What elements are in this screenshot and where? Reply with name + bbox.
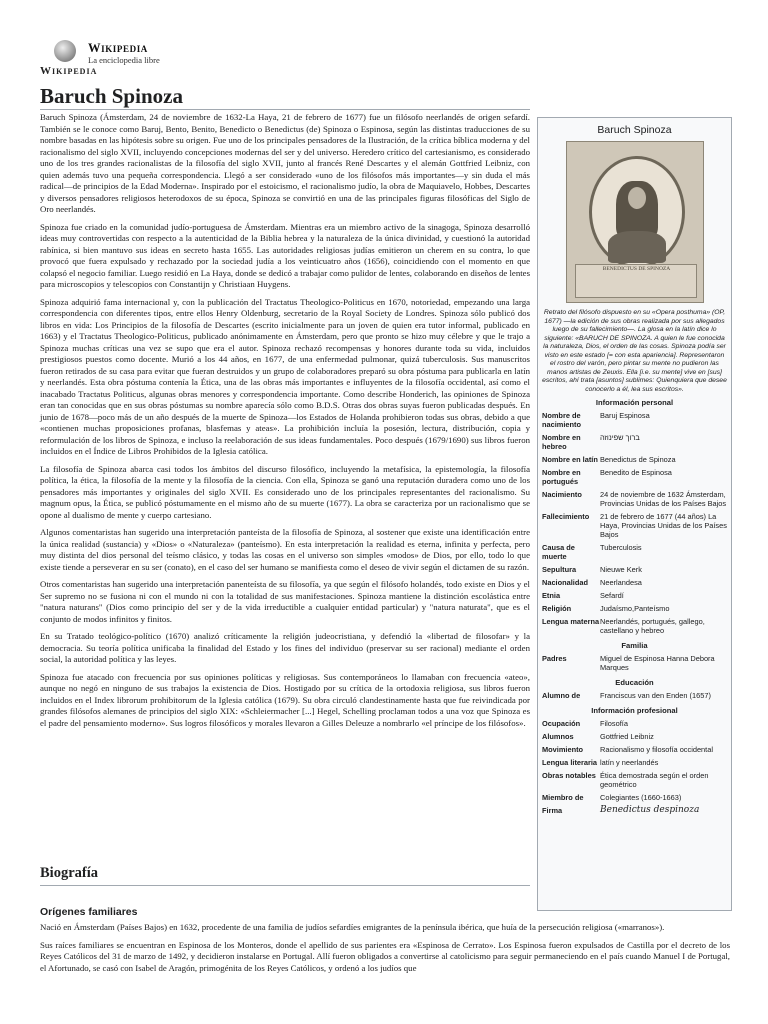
infobox-row-label: Miembro de	[542, 793, 584, 802]
infobox-row	[538, 453, 731, 466]
infobox-row-label: Nombre en hebreo	[542, 433, 581, 451]
infobox-row-value[interactable]: Baruj Espinosa	[600, 411, 650, 420]
subsection-heading-origenes: Orígenes familiares	[40, 906, 138, 918]
intro-paragraph: Baruch Spinoza (Ámsterdam, 24 de noviembre de 1632-La Haya, 21 de febrero de 1677) fue un filósofo neerlandés de origen sefardí. También se le conoce como Baruj, Bento, Benito, Benedicto o Benedictus (de) Spinoza o Espinosa, según las distintas traducciones de su nombre basadas en las hipótesis sobre su origen. Fue uno de los principales pensadores de la Ilustración, de la crítica bíblica moderna y del racionalismo del siglo XVII, incluyendo concepciones modernas del ser y del universo. Heredero crítico del cartesianismo, es considerado uno de los tres grandes racionalistas de la filosofía del siglo XVII, junto al francés René Descartes y el alemán Gottfried Leibniz, con quien además tuvo una pequeña correspondencia. Llegó a ser considerado «uno de los filósofos más importantes—y sin duda el más radical—de principios de la Edad Moderna». Inspirado por el estoicismo, el racionalismo judío, la obra de Maquiavelo, Hobbes, Descartes y diversos pensadores religiosos heterodoxos de su época, Spinoza se convirtió en una de las principales figuras filosóficas del Siglo de Oro neerlandés.	[40, 112, 530, 214]
wordmark-secondary: Wikipedia	[40, 65, 98, 77]
article-intro	[40, 112, 530, 735]
infobox-row-label: Firma	[542, 806, 563, 815]
infobox-row	[538, 602, 731, 615]
infobox-row	[538, 431, 731, 453]
infobox-row-value[interactable]: Judaísmo,Panteísmo	[600, 604, 670, 613]
infobox-row-value[interactable]: Tuberculosis	[600, 543, 642, 552]
infobox-row-value[interactable]: latín y neerlandés	[600, 758, 659, 767]
infobox-title: Baruch Spinoza	[597, 124, 672, 136]
infobox-row-label: Nacimiento	[542, 490, 582, 499]
infobox-row-label: Fallecimiento	[542, 512, 590, 521]
intro-paragraph: Spinoza adquirió fama internacional y, con la publicación del Tractatus Theologico-Politicus en 1670, notoriedad, empezando una larga correspondencia con diferentes tipos, entre ellos Henry Oldenburg, secretario de la Royal Society de Londres. Spinoza sólo publicó dos libros en vida: Los Principios de la filosofía de Descartes (escrito inicialmente para un joven de quien era tutor informal, publicado en 1663) y el Tractatus Theologico-Politicus, publicado anónimamente en Ámsterdam, pero que pronto se hizo muy célebre y que le trajo a Spinoza muchas críticas una vez se supo que era el autor. Spinoza rechazó recompensas y honores durante toda su vida, incluidos prestigiosos puestos como docente. Murió a los 44 años, en 1677, de una enfermedad pulmonar, quizá tuberculosis. Sus manuscritos fueron retirados de su casa para evitar que fueran destruidos y un grupo de colaboradores preparó su obra póstuma para publicarla en latín y neerlandés. Esta obra póstuma contenía la Ética, una de las obras más importantes e influyentes de la filosofía occidental, así como el inacabado Tractatus Politicus, algunas obras menores y correspondencia importante. Como describe Honderich, las opiniones de Spinoza eran tan conocidas que en sus obras póstumas su nombre aparecía sólo como B.D.S. Otras dos obras suyas fueron publicadas después. En junio de 1678—poco más de un año después de la muerte de Spinoza—los Estados de Holanda prohibieron todas sus obras, debido a que «contienen muchas proposiciones profanas, blasfemas y ateas». La prohibición incluía la posesión, lectura, distribución, copia y reformulación de los libros de Spinoza, e incluso la reelaboración de sus ideas fundamentales. Poco después (1679/1690) sus libros fueron incluidos en el Índice de Libros Prohibidos de la Iglesia católica.	[40, 296, 530, 456]
infobox-row-label: Nombre de nacimiento	[542, 411, 582, 429]
title-divider	[40, 109, 530, 110]
infobox-row-value[interactable]: 24 de noviembre de 1632 Ámsterdam, Provincias Unidas de los Países Bajos	[600, 490, 727, 508]
portrait-plate-text: BENEDICTUS DE SPINOZA	[602, 266, 671, 272]
infobox-row-label: Alumnos	[542, 732, 574, 741]
biografia-paragraph: Sus raíces familiares se encuentran en Espinosa de los Monteros, donde el apellido de sus parientes era «Espinosa de Cerrato». Los Espinosa fueron expulsados de Castilla por el decreto de los Reyes Católicos del 31 de marzo de 1492, y decidieron instalarse en Portugal. Allí fueron obligados a convertirse al catolicismo para seguir permaneciendo en el país cuando Manuel I de Portugal, el Afortunado, se casó con Isabel de Aragón, primogénita de los Reyes Católicos, y ordenó a los judíos que	[40, 939, 730, 973]
infobox-row-value[interactable]: Benedictus despinoza	[600, 805, 700, 815]
infobox-row-label: Lengua literaria	[542, 758, 598, 767]
infobox-row-label: Alumno de	[542, 691, 581, 700]
infobox-section-heading: Educación	[615, 678, 654, 687]
infobox-row-label: Nombre en portugués	[542, 468, 581, 486]
infobox-row-label: Etnia	[542, 591, 561, 600]
infobox-row	[538, 743, 731, 756]
infobox-row-label: Ocupación	[542, 719, 581, 728]
infobox-row-value[interactable]: Sefardí	[600, 591, 624, 600]
infobox-row	[538, 804, 731, 817]
infobox-row-label: Religión	[542, 604, 572, 613]
infobox-row-label: Nombre en latín	[542, 455, 598, 464]
intro-paragraph: Otros comentaristas han sugerido una interpretación panenteísta de su filosofía, ya que según el filósofo holandés, todo existe en Dios y el Ser supremo no se fusiona ni con el mundo ni con la totalidad de sus manifestaciones. Spinoza mantiene la distinción escolástica entre "natura naturans" (Dios como principio del ser y de la vida irreductible a cualquier entidad particular) y "natura naturata", que es el conjunto de modos infinitos y finitos.	[40, 579, 530, 624]
infobox-row	[538, 466, 731, 488]
page-title: Baruch Spinoza	[40, 84, 183, 108]
section-heading-biografia: Biografía	[40, 865, 98, 881]
infobox-row	[538, 791, 731, 804]
infobox-row	[538, 576, 731, 589]
infobox-row-label: Sepultura	[542, 565, 577, 574]
infobox-row	[538, 652, 731, 674]
intro-paragraph: Spinoza fue atacado con frecuencia por sus opiniones políticas y religiosas. Sus contemporáneos lo llamaban con frecuencia «ateo», aunque no negó en ninguno de sus trabajos la existencia de Dios. Hostigado por su crítica de la ortodoxia religiosa, sus libros fueron incluidos en el Index librorum prohibitorum de la Iglesia católica (1679). Su obra circuló clandestinamente hasta que fue reivindicada por grandes filósofos alemanes de principios del siglo XIX: «Schleiermacher [...] Hegel, Schelling proclaman todos a una voz que Spinoza es el padre del pensamiento moderno». Sus logros filosóficos y morales llevaron a Gilles Deleuze a nombrarlo «el príncipe de los filósofos».	[40, 671, 530, 728]
section-divider	[40, 885, 530, 886]
infobox-row-value[interactable]: Benedito de Espinosa	[600, 468, 672, 477]
infobox-row	[538, 769, 731, 791]
infobox-row-label: Nacionalidad	[542, 578, 588, 587]
infobox-row	[538, 589, 731, 602]
infobox-section-heading: Familia	[621, 641, 648, 650]
infobox-row-value[interactable]: Racionalismo y filosofía occidental	[600, 745, 713, 754]
infobox-section-heading: Información profesional	[591, 706, 678, 715]
infobox-row-value[interactable]: Filosofía	[600, 719, 628, 728]
infobox-row	[538, 488, 731, 510]
portrait-body	[608, 231, 666, 263]
infobox-row-label: Obras notables	[542, 771, 596, 780]
intro-paragraph: Spinoza fue criado en la comunidad judío-portuguesa de Ámsterdam. Mientras era un miembro activo de la sinagoga, Spinoza desarrolló ideas muy controvertidas con respecto a la autenticidad de la Biblia hebrea y la naturaleza de la única divinidad, y cuestionó la autoridad rabínica, si bien mantuvo sus ideas en secreto hasta 1655. Las autoridades religiosas judías emitieron un cherem en su contra, lo que provocó que fuera expulsado y rechazado por la sociedad judía a los veinticuatro años (1656), coincidiendo con el momento en que colapsó el negocio familiar. Luego residió en La Haya, donde se dedicó a trabajar como pulidor de lentes, colaborando en diseños de lentes para microscopios y telescopios con Constantijn y Christiaan Huygens.	[40, 221, 530, 289]
portrait-oval-frame	[589, 156, 685, 268]
biografia-paragraph: Nació en Ámsterdam (Países Bajos) en 1632, procedente de una familia de judíos sefardíes emigrantes de la península ibérica, que huía de la persecución religiosa («marranos»).	[40, 922, 665, 932]
infobox-row	[538, 541, 731, 563]
infobox-row	[538, 756, 731, 769]
infobox-row-value[interactable]: Colegiantes (1660-1663)	[600, 793, 682, 802]
infobox-row	[538, 615, 731, 637]
tagline: La enciclopedia libre	[88, 55, 160, 65]
infobox-row	[538, 717, 731, 730]
infobox-row-label: Movimiento	[542, 745, 584, 754]
infobox-row	[538, 510, 731, 541]
infobox-section-heading: Información personal	[595, 398, 674, 407]
infobox-row-value[interactable]: Miguel de Espinosa Hanna Debora Marques	[600, 654, 715, 672]
site-header[interactable]	[40, 38, 260, 80]
infobox-row-value[interactable]: Neerlandés, portugués, gallego, castellano y hebreo	[600, 617, 705, 635]
infobox-row-value[interactable]: Gottfried Leibniz	[600, 732, 654, 741]
intro-paragraph: En su Tratado teológico-político (1670) analizó críticamente la religión judeocristiana, y defendió la «libertad de filosofar» y la democracia. Su teoría política unificaba la finalidad del Estado y los fines del individuo (preservar su ser racional) mediante el orden social, la autoridad política y las leyes.	[40, 631, 530, 664]
infobox-row-value[interactable]: Franciscus van den Enden (1657)	[600, 691, 711, 700]
infobox-row-value[interactable]: Nieuwe Kerk	[600, 565, 642, 574]
infobox-row-value[interactable]: Ética demostrada según el orden geométrico	[600, 771, 709, 789]
infobox-row-value[interactable]: Neerlandesa	[600, 578, 642, 587]
wordmark: Wikipedia	[88, 41, 148, 55]
infobox-row	[538, 563, 731, 576]
portrait-face	[628, 187, 646, 209]
portrait-caption: Retrato del filósofo dispuesto en su «Opera posthuma» (OP, 1677) —la edición de sus obras realizada por sus allegados luego de su fallecimiento—. La glosa en la latín dice lo siguiente: «BARUCH DE SPINOZA. A quien le fue conocida la naturaleza, Dios, el orden de las cosas. Spinoza podía ser visto en este estado [= con esta apariencia]. Representaron el rostro del varón, pero pintar su mente no pudieron las manos artistas de Zeuxis. Ella [i.e. su mente] vive en [sus] escritos, ahí trata [asuntos] sublimes: Quienquiera que desee conocerlo a él, lea sus escritos».	[542, 309, 727, 393]
infobox-row	[538, 409, 731, 431]
portrait-image[interactable]	[566, 141, 704, 303]
infobox-row	[538, 730, 731, 743]
infobox-row-label: Padres	[542, 654, 567, 663]
intro-paragraph: Algunos comentaristas han sugerido una interpretación panteísta de la filosofía de Spinoza, al sostener que existe una identificación entre la única realidad (sustancia) y «Dios» o «Naturaleza» (panteísmo). En esta interpretación la realidad es eterna, infinita y perfecta, pero muy distinta del dios personal del teísmo clásico, y todas las cosas en el universo son simples «modos» de Dios, por ello, todo lo que existe tiende a perseverar en su ser (conato), en el caso del ser humano se manifiesta como el deseo de vivir según el dictamen de su razón.	[40, 527, 530, 572]
infobox-row-label: Lengua materna	[542, 617, 600, 626]
wikipedia-globe-icon	[54, 40, 76, 62]
infobox-sections	[538, 398, 731, 817]
infobox-row-value[interactable]: Benedictus de Spinoza	[600, 455, 676, 464]
intro-paragraph: La filosofía de Spinoza abarca casi todos los ámbitos del discurso filosófico, incluyendo la metafísica, la epistemología, la filosofía política, la ética, la filosofía de la mente y la filosofía de la ciencia. Con ella, Spinoza se ganó una reputación duradera como uno de los pensadores más importantes y originales del siglo XVII. Es considerado uno de los principales representantes del racionalismo. Su magnum opus, la Ética, se publicó póstumamente en el mismo año de su muerte (1677). La obra se caracteriza por un racionalismo que se opone al dualismo de mente y cuerpo cartesiano.	[40, 463, 530, 520]
biografia-text	[40, 922, 730, 980]
infobox	[537, 117, 732, 911]
infobox-row-value[interactable]: 21 de febrero de 1677 (44 años) La Haya, Provincias Unidas de los Países Bajos	[600, 512, 727, 539]
infobox-row-label: Causa de muerte	[542, 543, 575, 561]
infobox-row-value[interactable]: ברוך שפינוזה	[600, 433, 640, 442]
infobox-row	[538, 689, 731, 702]
